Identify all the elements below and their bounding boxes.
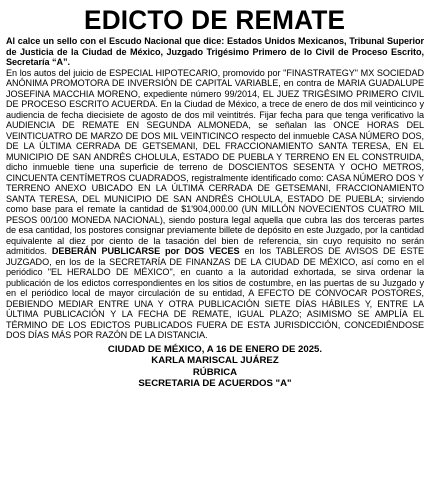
signature-name: KARLA MARISCAL JUÁREZ (151, 355, 279, 366)
edict-paragraph-2: en los TABLEROS DE AVISOS DE ESTE JUZGADO, en los de la SECRETARÍA DE FINANZAS DE LA CIUDAD DE MÉXICO, así como en el periódico "EL HERALDO DE MÉXICO", en cuanto a la autoridad exhortada, se sirva ordenar la publicación de los edictos correspondientes en los sitios de costumbre, en las puertas de su Juzgado y en el periódico local de mayor circulación de su entidad, A EFECTO DE CONVOCAR POSTORES, DEBIENDO MEDIAR ENTRE UNA Y OTRA PUBLICACIÓN SIETE DÍAS HÁBILES Y, ENTRE LA ÚLTIMA PUBLICACIÓN Y LA FECHA DE REMATE, IGUAL PLAZO; ASIMISMO SE AMPLÍA EL TÉRMINO DE LOS EDICTOS PUBLICADOS FUERA DE ESTA JURISDICCIÓN, CONCEDIÉNDOSE DOS DÍAS MÁS POR RAZÓN DE LA DISTANCIA. (6, 246, 424, 340)
signature-place-date: CIUDAD DE MÉXICO, A 16 DE ENERO DE 2025. (107, 343, 323, 355)
edict-title: EDICTO DE REMATE (84, 5, 346, 35)
edict-publication-notice: DEBERÁN PUBLICARSE por DOS VECES (51, 246, 240, 256)
edict-intro: Al calce un sello con el Escudo Nacional que dice: Estados Unidos Mexicanos, Tribunal Superior de Justicia de la Ciudad de México, Juzgado Trigésimo Primero de lo Civil de Proceso Escrito, Secretaría “A”. (6, 36, 424, 67)
edict-paragraph-1: En los autos del juicio de ESPECIAL HIPOTECARIO, promovido por "FINASTRATEGY" MX SOCIEDAD ANÓNIMA PROMOTORA DE INVERSIÓN DE CAPITAL VARIABLE, en contra de MARIA GUADALUPE JOSEFINA MACCHIA MORENO, expediente número 99/2014, EL JUEZ TRIGÉSIMO PRIMERO CIVIL DE PROCESO ESCRITO ACUERDA. En la Ciudad de México, a trece de enero de dos mil veinticinco y audiencia de fecha diecisiete de agosto de dos mil veintitrés. Fijar fecha para que tenga verificativo la AUDIENCIA DE REMATE EN SEGUNDA ALMONEDA, se señalan las ONCE HORAS DEL VEINTICUATRO DE MARZO DE DOS MIL VEINTICINCO respecto del inmueble CASA NÚMERO DOS, DE LA ÚLTIMA CERRADA DE GETSEMANI, DEL FRACCIONAMIENTO SANTA TERESA, EN EL MUNICIPIO DE SAN ANDRÉS CHOLULA, ESTADO DE PUEBLA Y TERRENO EN EL CONSTRUIDA, dicho inmueble tiene una superficie de terreno de DOSCIENTOS SESENTA Y OCHO METROS, CINCUENTA CENTÍMETROS CUADRADOS, registralmente identificado como: CASA NÚMERO DOS Y TERRENO ANEXO UBICADO EN LA ÚLTIMA CERRADA DE GETSEMANI, FRACCIONAMIENTO SANTA TERESA, DEL MUNICIPIO DE SAN ANDRÉS CHOLULA, ESTADO DE PUEBLA; sirviendo como base para el remate la cantidad de $1'904,000.00 (UN MILLÓN NOVECIENTOS CUATRO MIL PESOS 00/100 MONEDA NACIONAL), siendo postura legal aquella que cubra las dos terceras partes de esa cantidad, los postores consignar previamente billete de depósito en este Juzgado, por la cantidad equivalente al diez por ciento de la tasación del bien de referencia, sin cuyo requisito no serán admitidos. (6, 67, 424, 256)
signature-block (6, 344, 424, 390)
edict-body (6, 36, 424, 341)
signature-rubrica: RÚBRICA (192, 366, 238, 378)
signature-role: SECRETARIA DE ACUERDOS "A" (138, 378, 292, 389)
edict-paragraph (6, 68, 424, 341)
title-block (6, 0, 424, 34)
